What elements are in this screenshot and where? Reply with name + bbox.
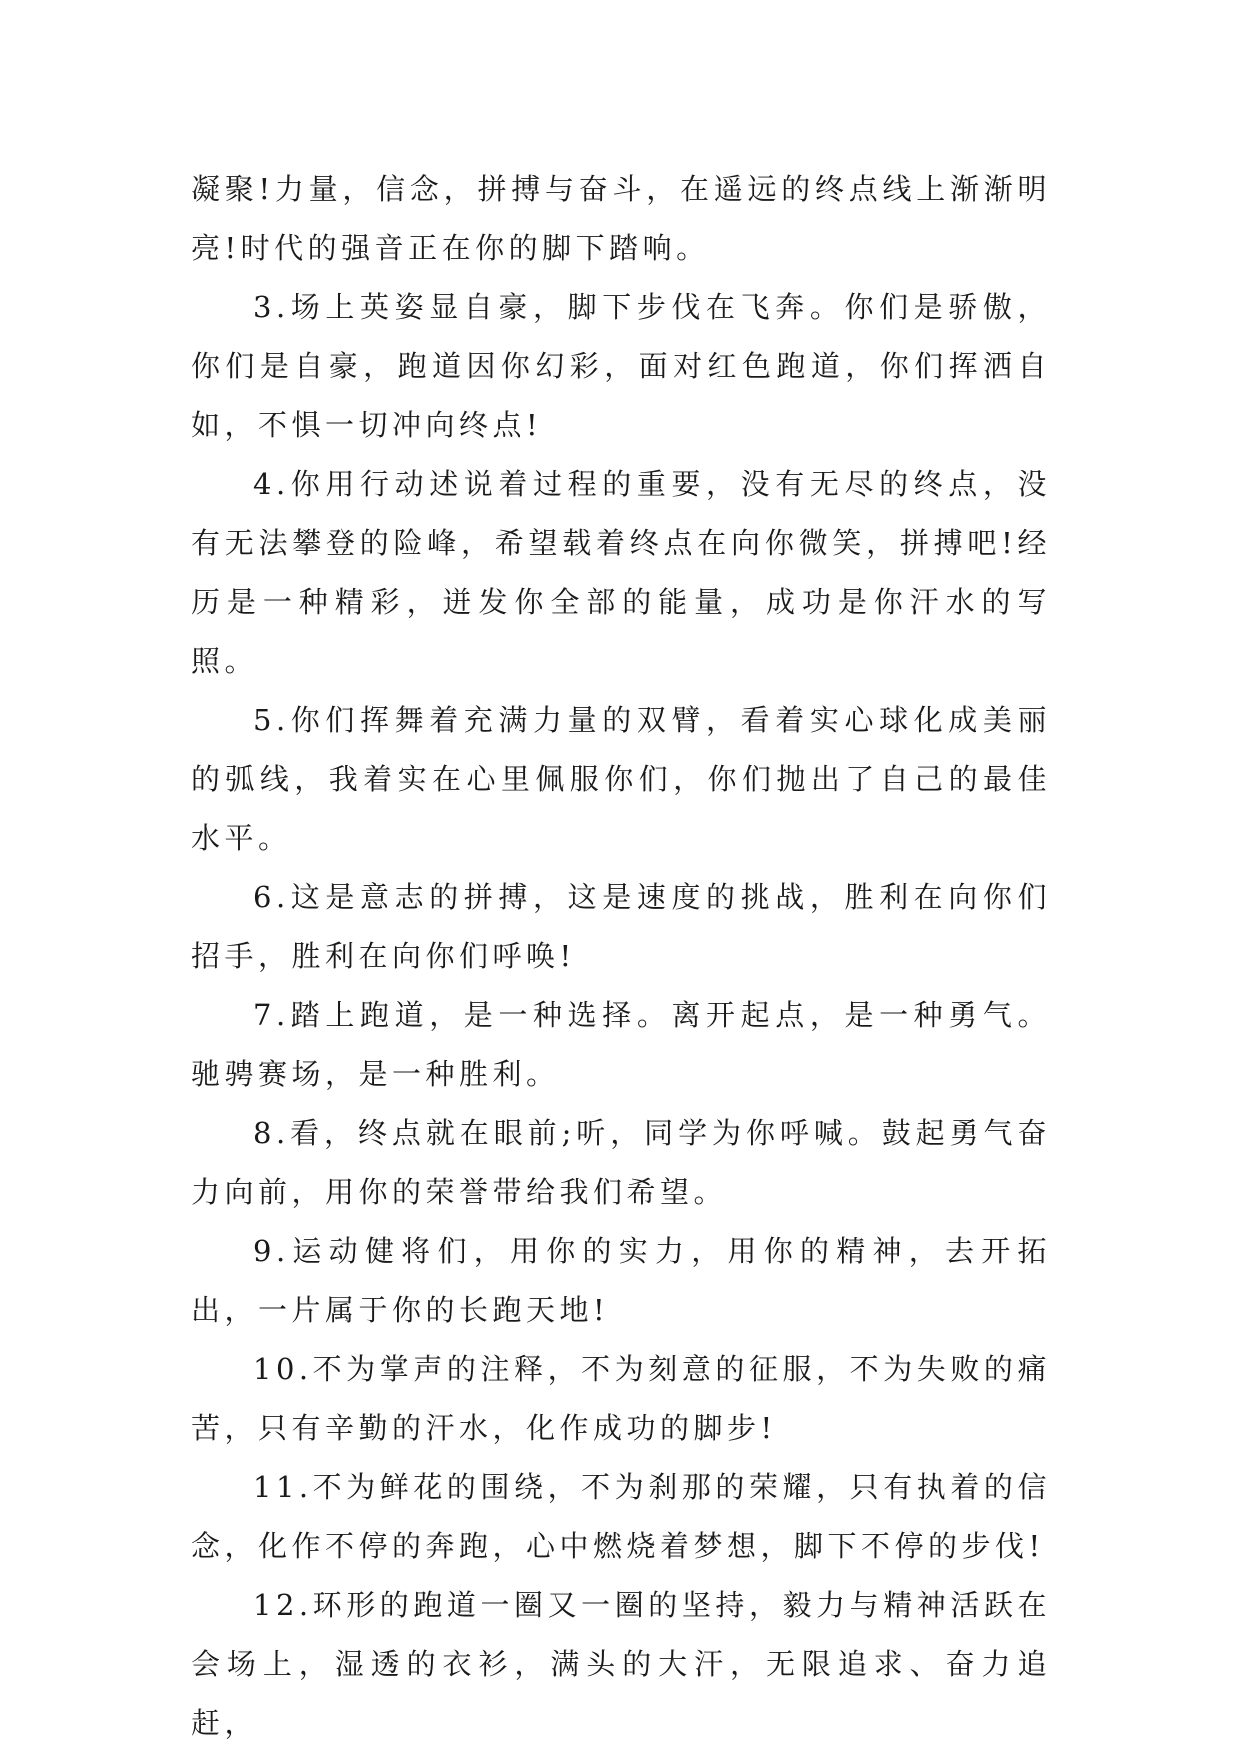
paragraph-item-11: 11.不为鲜花的围绕，不为刹那的荣耀，只有执着的信念，化作不停的奔跑，心中燃烧着梦想，脚下不停的步伐! [191,1470,1051,1563]
paragraph-item-12: 12.环形的跑道一圈又一圈的坚持，毅力与精神活跃在会场上，湿透的衣衫，满头的大汗，无限追求、奋力追赶， [191,1588,1051,1740]
paragraph-item-3: 3.场上英姿显自豪，脚下步伐在飞奔。你们是骄傲，你们是自豪，跑道因你幻彩，面对红色跑道，你们挥洒自如，不惧一切冲向终点! [191,290,1051,442]
paragraph-item-10: 10.不为掌声的注释，不为刻意的征服，不为失败的痛苦，只有辛勤的汗水，化作成功的脚步! [191,1352,1051,1445]
paragraph-item-5: 5.你们挥舞着充满力量的双臂，看着实心球化成美丽的弧线，我着实在心里佩服你们，你们抛出了自己的最佳水平。 [191,703,1051,855]
paragraph-item-6: 6.这是意志的拼搏，这是速度的挑战，胜利在向你们招手，胜利在向你们呼唤! [191,880,1051,973]
paragraph-item-8: 8.看，终点就在眼前;听，同学为你呼喊。鼓起勇气奋力向前，用你的荣誉带给我们希望。 [191,1116,1051,1209]
paragraph-continuation: 凝聚!力量，信念，拼搏与奋斗，在遥远的终点线上渐渐明亮!时代的强音正在你的脚下踏响。 [191,172,1051,265]
paragraph-item-4: 4.你用行动述说着过程的重要，没有无尽的终点，没有无法攀登的险峰，希望载着终点在向你微笑，拼搏吧!经历是一种精彩，迸发你全部的能量，成功是你汗水的写照。 [191,467,1051,678]
paragraph-item-9: 9.运动健将们，用你的实力，用你的精神，去开拓出，一片属于你的长跑天地! [191,1234,1051,1327]
document-body [191,160,1051,1753]
paragraph-item-7: 7.踏上跑道，是一种选择。离开起点，是一种勇气。驰骋赛场，是一种胜利。 [191,998,1051,1091]
